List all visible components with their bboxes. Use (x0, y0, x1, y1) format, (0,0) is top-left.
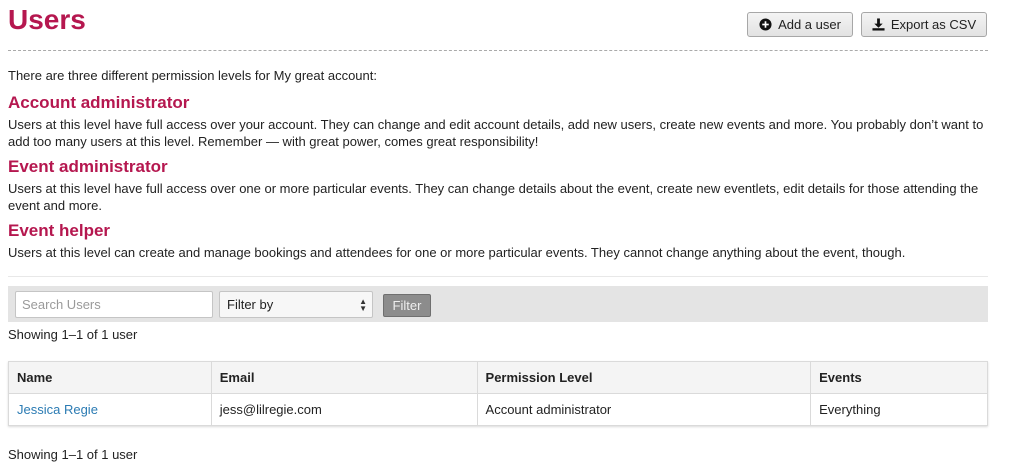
download-icon (872, 18, 885, 31)
filter-by-value: Filter by (227, 297, 274, 312)
column-header-name: Name (9, 362, 212, 394)
level-description: Users at this level have full access over one or more particular events. They can change details about the event, create new eventlets, edit details for those attending the event and more. (8, 181, 979, 213)
level-title: Event helper (8, 221, 111, 240)
column-header-permission: Permission Level (477, 362, 811, 394)
table-row (9, 394, 988, 426)
plus-circle-icon (759, 18, 772, 31)
filter-by-select[interactable] (219, 291, 373, 318)
user-name-link[interactable]: Jessica Regie (17, 402, 98, 417)
filter-button[interactable]: Filter (383, 294, 431, 317)
search-input[interactable] (15, 291, 213, 318)
export-csv-label: Export as CSV (890, 17, 977, 32)
section-divider (8, 276, 988, 277)
level-title: Event administrator (8, 157, 168, 176)
cell-events: Everything (811, 394, 988, 426)
level-title: Account administrator (8, 93, 190, 112)
header-divider (8, 50, 988, 51)
add-user-button[interactable] (747, 12, 853, 37)
cell-name (9, 394, 212, 426)
showing-count-top: Showing 1–1 of 1 user (8, 327, 138, 342)
table-header-row (9, 362, 988, 394)
filter-bar (8, 286, 988, 322)
select-arrows-icon: ▲ ▼ (359, 297, 367, 313)
cell-permission: Account administrator (477, 394, 811, 426)
column-header-events: Events (811, 362, 988, 394)
intro-text: There are three different permission levels for My great account: (8, 68, 377, 83)
users-table (8, 361, 988, 426)
level-description: Users at this level can create and manage bookings and attendees for one or more particular events. They cannot change anything about the event, though. (8, 245, 906, 260)
level-description: Users at this level have full access over your account. They can change and edit account details, add new users, create new events and more. You probably don’t want to add too many users at this level. Remember — with great power, comes great responsibility! (8, 117, 984, 149)
cell-email: jess@lilregie.com (211, 394, 477, 426)
add-user-label: Add a user (778, 17, 841, 32)
showing-count-bottom: Showing 1–1 of 1 user (8, 447, 138, 462)
column-header-email: Email (211, 362, 477, 394)
export-csv-button[interactable] (861, 12, 987, 37)
page-title: Users (8, 4, 86, 35)
